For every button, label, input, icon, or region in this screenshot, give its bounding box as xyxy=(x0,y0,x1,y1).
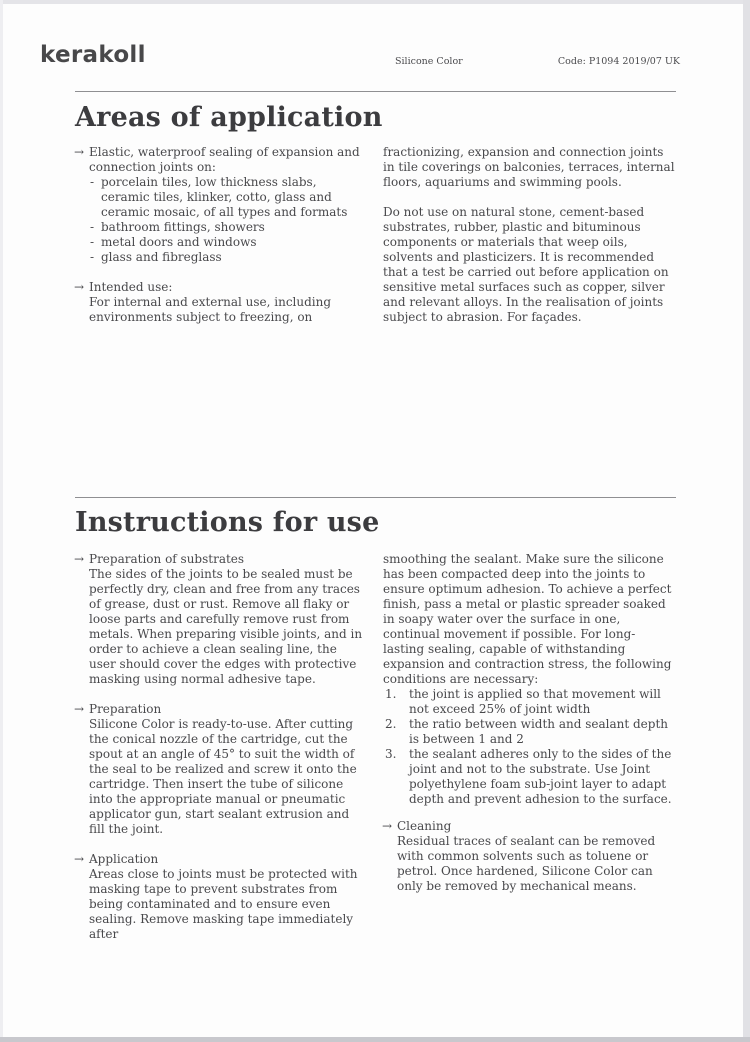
list-item-body: Areas close to joints must be protected with masking tape to prevent substrates from being contaminated and to ensure even sealing. Remove masking tape immediately after xyxy=(89,867,358,941)
sub-list-item xyxy=(89,250,365,265)
numbered-list-item xyxy=(383,747,676,807)
arrow-bullet-icon: → xyxy=(74,552,85,566)
instructions-title: Instructions for use xyxy=(75,507,380,538)
list-item-body: Residual traces of sealant can be removed with common solvents such as toluene or petrol. Once hardened, Silicone Color can only be removed by mechanical means. xyxy=(397,834,656,893)
instructions-left-column xyxy=(75,552,365,942)
kerakoll-logo: kerakoll xyxy=(40,42,146,68)
sub-list-item xyxy=(89,175,365,220)
list-item-application xyxy=(75,852,365,942)
document-code: Code: P1094 2019/07 UK xyxy=(557,56,680,67)
sub-list-item xyxy=(89,235,365,250)
numbered-item-text: the joint is applied so that movement will not exceed 25% of joint width xyxy=(409,687,661,716)
sub-list-item-text: metal doors and windows xyxy=(101,235,257,249)
section-instructions-for-use xyxy=(75,506,676,942)
numbered-list-item xyxy=(383,687,676,717)
numbered-list-item xyxy=(383,717,676,747)
list-item-label: Cleaning xyxy=(397,819,452,833)
sub-list-item-text: glass and fibreglass xyxy=(101,250,222,264)
list-item-body: The sides of the joints to be sealed must be perfectly dry, clean and free from any traces of grease, dust or rust. Remove all flaky or loose parts and carefully remove rust from metals. When preparing visible joints, and in order to achieve a clean sealing line, the user should cover the edges with protective masking using normal adhesive tape. xyxy=(89,567,363,686)
list-item-preparation-of-substrates xyxy=(75,552,365,687)
dash-bullet-icon: - xyxy=(90,220,95,234)
page-frame-top xyxy=(0,0,750,4)
areas-left-column xyxy=(75,145,365,325)
product-name: Silicone Color xyxy=(395,56,463,67)
arrow-bullet-icon: → xyxy=(74,145,85,159)
list-number: 1. xyxy=(385,687,397,701)
list-item-label: Preparation of substrates xyxy=(89,552,245,566)
page-frame-bottom xyxy=(0,1037,750,1042)
list-number: 2. xyxy=(385,717,397,731)
list-item-cleaning xyxy=(383,819,676,894)
list-item-text: Elastic, waterproof sealing of expansion and connection joints on: xyxy=(89,145,360,174)
page-frame-left xyxy=(0,0,3,1042)
areas-columns xyxy=(75,145,676,325)
numbered-list xyxy=(383,687,676,807)
arrow-bullet-icon: → xyxy=(382,819,393,833)
list-item-elastic-sealing xyxy=(75,145,365,265)
arrow-bullet-icon: → xyxy=(74,852,85,866)
page-frame-right xyxy=(743,0,750,1042)
numbered-item-text: the sealant adheres only to the sides of the joint and not to the substrate. Use Joint polyethylene foam sub-joint layer to adapt depth and prevent adhesion to the surface. xyxy=(409,747,672,806)
list-number: 3. xyxy=(385,747,397,761)
list-item-label: Intended use: xyxy=(89,280,173,294)
list-item-label: Application xyxy=(89,852,159,866)
list-item-body: For internal and external use, including environments subject to freezing, on xyxy=(89,295,332,324)
areas-right-column xyxy=(383,145,676,325)
list-item-preparation xyxy=(75,702,365,837)
areas-title: Areas of application xyxy=(75,102,383,133)
sub-list-item-text: bathroom fittings, showers xyxy=(101,220,265,234)
arrow-bullet-icon: → xyxy=(74,702,85,716)
header-divider xyxy=(75,91,676,92)
list-item-body: Silicone Color is ready-to-use. After cutting the conical nozzle of the cartridge, cut the spout at an angle of 45° to suit the width of the seal to be realized and screw it onto the cartridge. Then insert the tube of silicone into the appropriate manual or pneumatic applicator gun, start sealant extrusion and fill the joint. xyxy=(89,717,357,836)
paragraph: Do not use on natural stone, cement-based substrates, rubber, plastic and bituminous components or materials that weep oils, solvents and plasticizers. It is recommended that a test be carried out before application on sensitive metal surfaces such as copper, silver and relevant alloys. In the realisation of joints subject to abrasion. For façades. xyxy=(383,205,669,324)
list-item-label: Preparation xyxy=(89,702,162,716)
paragraph: smoothing the sealant. Make sure the silicone has been compacted deep into the joints to ensure optimum adhesion. To achieve a perfect finish, pass a metal or plastic spreader soaked in soapy water over the surface in one, continual movement if possible. For long-lasting sealing, capable of withstanding expansion and contraction stress, the following conditions are necessary: xyxy=(383,552,672,686)
arrow-bullet-icon: → xyxy=(74,280,85,294)
sub-list-item xyxy=(89,220,365,235)
section-areas-of-application xyxy=(75,101,676,325)
dash-bullet-icon: - xyxy=(90,175,95,189)
numbered-item-text: the ratio between width and sealant depth is between 1 and 2 xyxy=(409,717,669,746)
dash-bullet-icon: - xyxy=(90,250,95,264)
instructions-columns xyxy=(75,552,676,942)
sub-list-item-text: porcelain tiles, low thickness slabs, ceramic tiles, klinker, cotto, glass and ceramic mosaic, of all types and formats xyxy=(101,175,348,219)
list-item-intended-use xyxy=(75,280,365,325)
section-divider xyxy=(75,497,676,498)
instructions-right-column xyxy=(383,552,676,942)
dash-bullet-icon: - xyxy=(90,235,95,249)
paragraph: fractionizing, expansion and connection joints in tile coverings on balconies, terraces, internal floors, aquariums and swimming pools. xyxy=(383,145,675,189)
